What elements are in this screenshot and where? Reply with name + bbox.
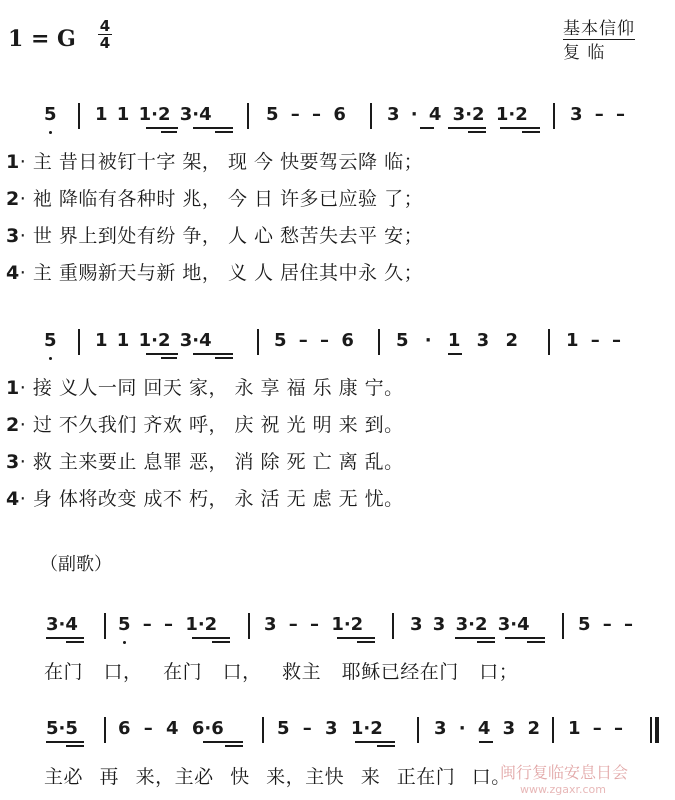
beam [146, 127, 178, 129]
measure-3: 3 3 3·2 3·4 [410, 614, 530, 635]
beam [377, 745, 395, 747]
barline [257, 329, 259, 355]
beam [203, 741, 243, 743]
time-signature [98, 18, 112, 51]
beam [477, 641, 495, 643]
verse-text: 祂 降临有各种时 兆， 今 日 许多已应验 了； [32, 188, 424, 210]
beam [500, 127, 540, 129]
barline [248, 613, 250, 639]
low-octave-dot [123, 641, 126, 644]
measure-1: 1 1 1·2 3·4 [95, 330, 212, 351]
note-pickup: 3·4 [46, 614, 78, 635]
barline [562, 613, 564, 639]
beam [455, 637, 495, 639]
measure-4: 5 – – [578, 614, 634, 635]
beam [420, 127, 434, 129]
note-pickup: 5 [44, 104, 57, 125]
measure-1: 1 1 1·2 3·4 [95, 104, 212, 125]
beam [46, 741, 84, 743]
verse-number: 3 [6, 451, 20, 473]
beam [448, 353, 462, 355]
measure-2: 5 – 3 1·2 [277, 718, 383, 739]
verse-line: 4· 主 重赐新天与新 地， 义 人 居住其中永 久； [6, 262, 424, 284]
beam [522, 131, 540, 133]
measure-2: 5 – – 6 [274, 330, 354, 351]
verse-text: 接 义人一同 回天 家， 永 享 福 乐 康 宁。 [32, 377, 404, 399]
beam [215, 357, 233, 359]
beam [161, 357, 177, 359]
note-pickup: 5·5 [46, 718, 78, 739]
verse-line: 3· 救 主来要止 息罪 恶， 消 除 死 亡 离 乱。 [6, 451, 404, 473]
beam [192, 637, 230, 639]
chorus-label: （副歌） [40, 554, 112, 575]
verse-number: 3 [6, 225, 20, 247]
beam [215, 131, 233, 133]
beam [146, 353, 178, 355]
verse-line: 2· 过 不久我们 齐欢 呼， 庆 祝 光 明 来 到。 [6, 414, 404, 436]
measure-2: 3 – – 1·2 [264, 614, 364, 635]
measure-1: 5 – – 1·2 [118, 614, 218, 635]
barline [104, 717, 106, 743]
verse-number: 4 [6, 262, 20, 284]
low-octave-dot [49, 357, 52, 360]
barline [548, 329, 550, 355]
barline [78, 103, 80, 129]
beam [225, 745, 243, 747]
verse-text: 过 不久我们 齐欢 呼， 庆 祝 光 明 来 到。 [32, 414, 404, 436]
song-title: 基本信仰 [563, 14, 635, 40]
barline [247, 103, 249, 129]
beam [357, 641, 375, 643]
verse-text: 主 昔日被钉十字 架， 现 今 快要驾云降 临； [32, 151, 424, 173]
verse-line: 1· 接 义人一同 回天 家， 永 享 福 乐 康 宁。 [6, 377, 404, 399]
beam [355, 741, 395, 743]
verse-line: 1· 主 昔日被钉十字 架， 现 今 快要驾云降 临； [6, 151, 424, 173]
beam [66, 641, 84, 643]
barline [392, 613, 394, 639]
barline [370, 103, 372, 129]
verse-line: 3· 世 界上到处有纷 争， 人 心 愁苦失去平 安； [6, 225, 424, 247]
beam [468, 131, 486, 133]
verse-number: 1 [6, 377, 20, 399]
beam [193, 127, 233, 129]
verse-number: 2 [6, 188, 20, 210]
measure-4: 1 – – [568, 718, 624, 739]
beam [448, 127, 486, 129]
low-octave-dot [49, 131, 52, 134]
verse-text: 主 重赐新天与新 地， 义 人 居住其中永 久； [32, 262, 424, 284]
measure-4: 3 – – [570, 104, 626, 125]
verse-line: 2· 祂 降临有各种时 兆， 今 日 许多已应验 了； [6, 188, 424, 210]
barline [262, 717, 264, 743]
beam [193, 353, 233, 355]
measure-4: 1 – – [566, 330, 622, 351]
verse-number: 1 [6, 151, 20, 173]
verse-number: 2 [6, 414, 20, 436]
measure-2: 5 – – 6 [266, 104, 346, 125]
beam [161, 131, 177, 133]
beam [337, 637, 375, 639]
beam [505, 637, 545, 639]
watermark: 闽行复临安息日会 [500, 763, 629, 782]
time-signature-bottom: 4 [99, 34, 111, 52]
measure-1: 6 – 4 6·6 [118, 718, 224, 739]
barline [104, 613, 106, 639]
watermark-url: www.zgaxr.com [520, 783, 606, 796]
chorus-lyrics-line1: 在门 口， 在门 口， 救主 耶稣已经在门 口； [44, 661, 519, 683]
beam [46, 637, 84, 639]
time-signature-top: 4 [99, 17, 111, 35]
barline [378, 329, 380, 355]
final-barline-thin [650, 717, 652, 743]
chorus-lyrics-line2: 主必 再 来，主必 快 来，主快 来 正在门 口。 [44, 766, 511, 788]
verse-number: 4 [6, 488, 20, 510]
verse-line: 4· 身 体将改变 成不 朽， 永 活 无 虑 无 忧。 [6, 488, 404, 510]
barline [78, 329, 80, 355]
note-pickup: 5 [44, 330, 57, 351]
beam [527, 641, 545, 643]
measure-3: 5 · 1 3 2 [396, 330, 519, 351]
beam [479, 741, 493, 743]
verse-text: 救 主来要止 息罪 恶， 消 除 死 亡 离 乱。 [32, 451, 404, 473]
barline [417, 717, 419, 743]
verse-text: 身 体将改变 成不 朽， 永 活 无 虑 无 忧。 [32, 488, 404, 510]
measure-3: 3 · 4 3·2 1·2 [387, 104, 528, 125]
barline [553, 103, 555, 129]
measure-3: 3 · 4 3 2 [434, 718, 541, 739]
song-author: 复 临 [563, 43, 606, 63]
barline [552, 717, 554, 743]
beam [66, 745, 84, 747]
final-barline-thick [655, 717, 659, 743]
verse-text: 世 界上到处有纷 争， 人 心 愁苦失去平 安； [32, 225, 424, 247]
beam [212, 641, 230, 643]
key-signature: 1 = G [8, 26, 76, 52]
